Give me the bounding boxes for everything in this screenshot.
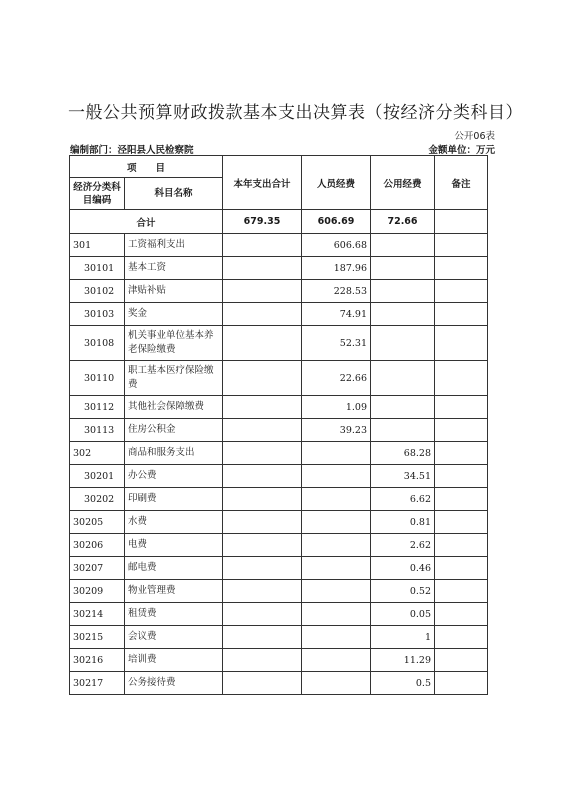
row-code: 30102 — [70, 280, 125, 303]
row-remark — [435, 603, 488, 626]
row-code: 302 — [70, 442, 125, 465]
amount-unit-label: 金额单位：万元 — [428, 145, 495, 156]
row-code: 30209 — [70, 580, 125, 603]
table-row — [70, 419, 488, 442]
row-code: 30101 — [70, 257, 125, 280]
row-public — [371, 396, 435, 419]
table-row — [70, 326, 488, 361]
table-row — [70, 303, 488, 326]
row-code: 30206 — [70, 534, 125, 557]
header-total: 本年支出合计 — [223, 156, 302, 210]
row-name: 津贴补贴 — [125, 280, 223, 303]
row-code: 30215 — [70, 626, 125, 649]
row-name: 奖金 — [125, 303, 223, 326]
row-name: 印刷费 — [125, 488, 223, 511]
row-personnel — [302, 488, 371, 511]
header-code: 经济分类科目编码 — [70, 178, 125, 210]
row-name: 租赁费 — [125, 603, 223, 626]
row-total — [223, 234, 302, 257]
row-remark — [435, 511, 488, 534]
page-title: 一般公共预算财政拨款基本支出决算表（按经济分类科目） — [68, 103, 523, 123]
row-total — [223, 419, 302, 442]
row-name: 公务接待费 — [125, 672, 223, 695]
header-remark: 备注 — [435, 156, 488, 210]
total-public: 72.66 — [371, 210, 435, 234]
row-remark — [435, 557, 488, 580]
row-public — [371, 234, 435, 257]
row-remark — [435, 626, 488, 649]
row-total — [223, 649, 302, 672]
row-personnel — [302, 672, 371, 695]
row-remark — [435, 257, 488, 280]
table-row — [70, 234, 488, 257]
row-total — [223, 557, 302, 580]
row-personnel — [302, 465, 371, 488]
row-remark — [435, 465, 488, 488]
row-personnel: 74.91 — [302, 303, 371, 326]
row-personnel: 52.31 — [302, 326, 371, 361]
total-personnel: 606.69 — [302, 210, 371, 234]
total-sum: 679.35 — [223, 210, 302, 234]
row-remark — [435, 649, 488, 672]
total-remark — [435, 210, 488, 234]
row-name: 会议费 — [125, 626, 223, 649]
row-personnel: 228.53 — [302, 280, 371, 303]
row-total — [223, 672, 302, 695]
row-personnel — [302, 626, 371, 649]
row-code: 30207 — [70, 557, 125, 580]
row-public: 1 — [371, 626, 435, 649]
row-name: 工资福利支出 — [125, 234, 223, 257]
row-total — [223, 626, 302, 649]
row-total — [223, 603, 302, 626]
row-public: 0.05 — [371, 603, 435, 626]
table-row — [70, 361, 488, 396]
row-total — [223, 465, 302, 488]
row-remark — [435, 580, 488, 603]
row-personnel: 606.68 — [302, 234, 371, 257]
row-name: 住房公积金 — [125, 419, 223, 442]
row-remark — [435, 488, 488, 511]
total-label: 合计 — [70, 210, 223, 234]
row-public: 68.28 — [371, 442, 435, 465]
row-public: 0.81 — [371, 511, 435, 534]
row-public — [371, 303, 435, 326]
row-name: 邮电费 — [125, 557, 223, 580]
row-total — [223, 488, 302, 511]
header-personnel: 人员经费 — [302, 156, 371, 210]
row-public — [371, 326, 435, 361]
row-total — [223, 534, 302, 557]
table-row — [70, 603, 488, 626]
row-personnel: 22.66 — [302, 361, 371, 396]
row-personnel — [302, 511, 371, 534]
row-code: 30217 — [70, 672, 125, 695]
row-personnel — [302, 557, 371, 580]
row-public: 2.62 — [371, 534, 435, 557]
expenditure-table — [69, 155, 488, 695]
row-remark — [435, 534, 488, 557]
row-public — [371, 280, 435, 303]
header-public: 公用经费 — [371, 156, 435, 210]
header-item: 项 目 — [70, 156, 223, 178]
row-remark — [435, 672, 488, 695]
table-row — [70, 649, 488, 672]
table-row — [70, 672, 488, 695]
department-label: 编制部门：泾阳县人民检察院 — [70, 145, 194, 156]
row-name: 水费 — [125, 511, 223, 534]
row-remark — [435, 442, 488, 465]
row-personnel: 187.96 — [302, 257, 371, 280]
row-code: 30214 — [70, 603, 125, 626]
row-personnel — [302, 603, 371, 626]
row-total — [223, 257, 302, 280]
row-remark — [435, 326, 488, 361]
row-remark — [435, 419, 488, 442]
table-row — [70, 626, 488, 649]
row-code: 30112 — [70, 396, 125, 419]
row-total — [223, 580, 302, 603]
row-public: 0.46 — [371, 557, 435, 580]
table-row — [70, 396, 488, 419]
row-code: 30205 — [70, 511, 125, 534]
row-code: 301 — [70, 234, 125, 257]
row-remark — [435, 361, 488, 396]
row-public — [371, 361, 435, 396]
row-code: 30110 — [70, 361, 125, 396]
row-code: 30108 — [70, 326, 125, 361]
row-personnel — [302, 649, 371, 672]
row-name: 职工基本医疗保险缴费 — [125, 361, 223, 396]
table-row — [70, 465, 488, 488]
row-personnel: 1.09 — [302, 396, 371, 419]
total-row — [70, 210, 488, 234]
table-row — [70, 488, 488, 511]
row-public: 11.29 — [371, 649, 435, 672]
row-public — [371, 419, 435, 442]
row-code: 30216 — [70, 649, 125, 672]
form-number: 公开06表 — [454, 131, 495, 142]
row-personnel: 39.23 — [302, 419, 371, 442]
table-row — [70, 442, 488, 465]
table-row — [70, 257, 488, 280]
row-public: 0.52 — [371, 580, 435, 603]
row-name: 商品和服务支出 — [125, 442, 223, 465]
row-personnel — [302, 442, 371, 465]
row-total — [223, 396, 302, 419]
row-code: 30113 — [70, 419, 125, 442]
table-row — [70, 534, 488, 557]
row-remark — [435, 396, 488, 419]
row-public: 34.51 — [371, 465, 435, 488]
row-total — [223, 511, 302, 534]
row-code: 30103 — [70, 303, 125, 326]
row-name: 基本工资 — [125, 257, 223, 280]
row-total — [223, 280, 302, 303]
header-name: 科目名称 — [125, 178, 223, 210]
row-name: 培训费 — [125, 649, 223, 672]
row-total — [223, 361, 302, 396]
table-row — [70, 280, 488, 303]
row-public: 0.5 — [371, 672, 435, 695]
row-personnel — [302, 580, 371, 603]
row-total — [223, 303, 302, 326]
row-name: 电费 — [125, 534, 223, 557]
row-public — [371, 257, 435, 280]
row-code: 30201 — [70, 465, 125, 488]
row-remark — [435, 234, 488, 257]
table-row — [70, 580, 488, 603]
row-name: 办公费 — [125, 465, 223, 488]
row-total — [223, 442, 302, 465]
row-name: 物业管理费 — [125, 580, 223, 603]
row-public: 6.62 — [371, 488, 435, 511]
row-personnel — [302, 534, 371, 557]
table-row — [70, 511, 488, 534]
row-total — [223, 326, 302, 361]
table-row — [70, 557, 488, 580]
row-name: 其他社会保障缴费 — [125, 396, 223, 419]
row-code: 30202 — [70, 488, 125, 511]
row-name: 机关事业单位基本养老保险缴费 — [125, 326, 223, 361]
row-remark — [435, 280, 488, 303]
row-remark — [435, 303, 488, 326]
